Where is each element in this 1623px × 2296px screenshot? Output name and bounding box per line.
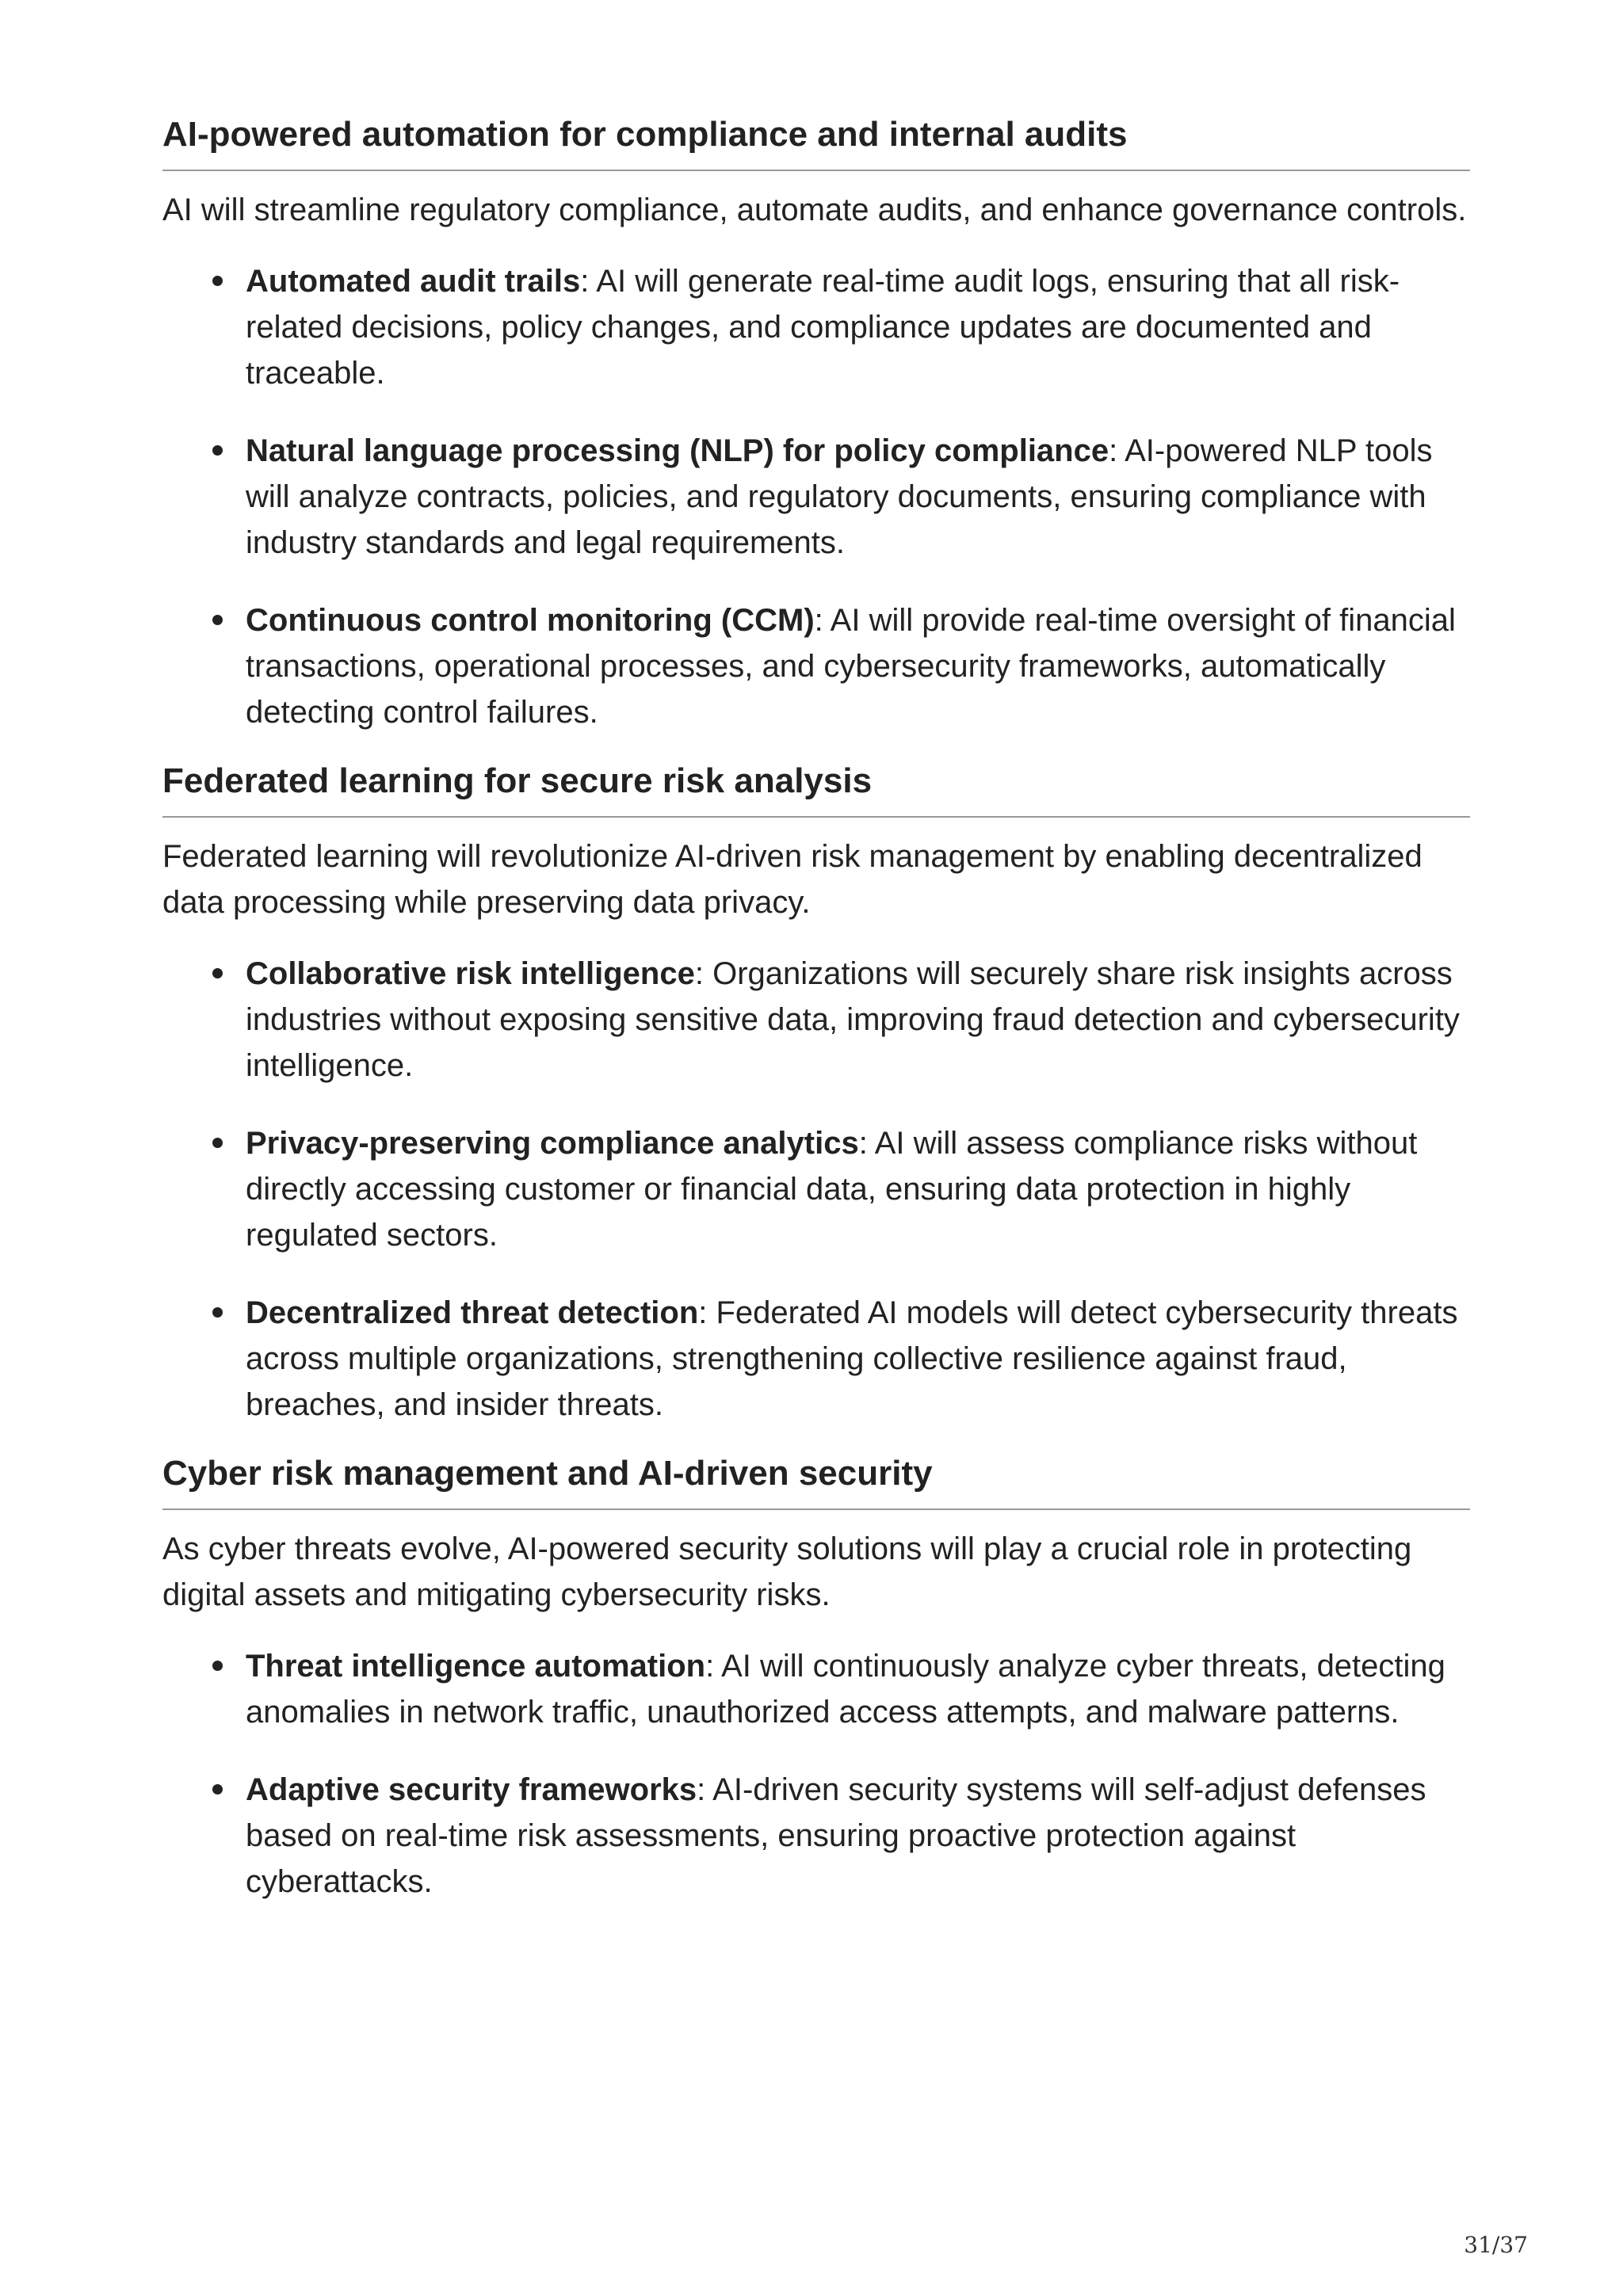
item-text: : Organizations will securely share risk insights across industries without exposing sensitive data, improving fraud detection and cybersecurity intelligence. bbox=[246, 956, 1460, 1083]
section-heading: Cyber risk management and AI-driven security bbox=[162, 1450, 1470, 1510]
section-heading: AI-powered automation for compliance and internal audits bbox=[162, 111, 1470, 171]
list-item bbox=[246, 1767, 1470, 1905]
section-cyber-risk bbox=[162, 1450, 1470, 1905]
list-item bbox=[246, 1643, 1470, 1735]
list-item bbox=[246, 1290, 1470, 1428]
item-term: Collaborative risk intelligence bbox=[246, 956, 695, 991]
item-text: : AI-powered NLP tools will analyze contracts, policies, and regulatory documents, ensuring compliance with industry standards and legal requirements. bbox=[246, 433, 1433, 560]
bullet-list bbox=[162, 951, 1470, 1428]
section-intro: AI will streamline regulatory compliance, automate audits, and enhance governance controls. bbox=[162, 193, 1467, 227]
item-term: Privacy-preserving compliance analytics bbox=[246, 1126, 859, 1161]
list-item bbox=[246, 951, 1470, 1089]
item-text: : AI will continuously analyze cyber threats, detecting anomalies in network traffic, unauthorized access attempts, and malware patterns. bbox=[246, 1649, 1445, 1730]
item-text: : AI will assess compliance risks without directly accessing customer or financial data, ensuring data protection in highly regulated sectors. bbox=[246, 1126, 1418, 1253]
section-federated-learning bbox=[162, 757, 1470, 1428]
section-compliance-audits bbox=[162, 111, 1470, 735]
section-intro: Federated learning will revolutionize AI-driven risk management by enabling decentralized data processing while preserving data privacy. bbox=[162, 839, 1423, 920]
item-term: Threat intelligence automation bbox=[246, 1649, 706, 1684]
item-term: Decentralized threat detection bbox=[246, 1295, 699, 1330]
item-term: Automated audit trails bbox=[246, 264, 581, 299]
item-text: : AI will provide real-time oversight of financial transactions, operational processes, and cybersecurity frameworks, automatically detecting control failures. bbox=[246, 603, 1456, 730]
item-text: : AI will generate real-time audit logs, ensuring that all risk-related decisions, policy changes, and compliance updates are documented and traceable. bbox=[246, 264, 1400, 391]
item-term: Continuous control monitoring (CCM) bbox=[246, 603, 815, 638]
bullet-list bbox=[162, 1643, 1470, 1905]
item-term: Natural language processing (NLP) for policy compliance bbox=[246, 433, 1109, 468]
page-number: 31/37 bbox=[1464, 2232, 1528, 2258]
item-text: : Federated AI models will detect cybersecurity threats across multiple organizations, strengthening collective resilience against fraud, breaches, and insider threats. bbox=[246, 1295, 1458, 1422]
list-item bbox=[246, 258, 1470, 396]
list-item bbox=[246, 428, 1470, 566]
list-item bbox=[246, 1120, 1470, 1258]
item-term: Adaptive security frameworks bbox=[246, 1772, 697, 1807]
section-intro: As cyber threats evolve, AI-powered security solutions will play a crucial role in protecting digital assets and mitigating cybersecurity risks. bbox=[162, 1531, 1412, 1612]
item-text: : AI-driven security systems will self-adjust defenses based on real-time risk assessments, ensuring proactive protection against cyberattacks. bbox=[246, 1772, 1426, 1899]
section-heading: Federated learning for secure risk analysis bbox=[162, 757, 1470, 818]
list-item bbox=[246, 597, 1470, 735]
document-page bbox=[162, 111, 1470, 1905]
bullet-list bbox=[162, 258, 1470, 735]
